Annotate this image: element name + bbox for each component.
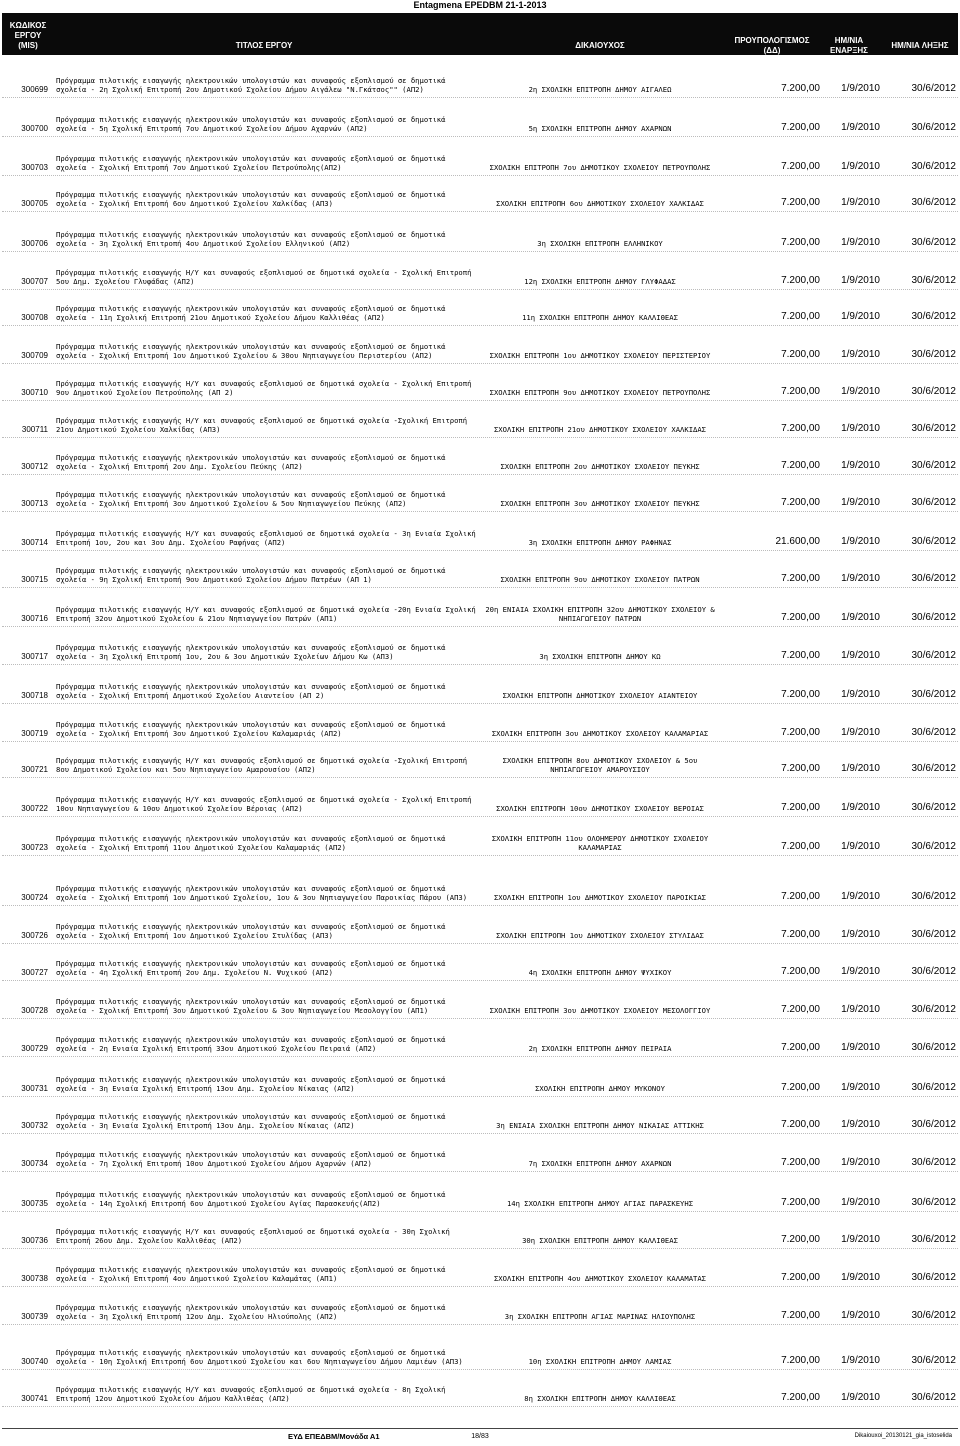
cell-start-date: 1/9/2010 (841, 1157, 880, 1168)
table-row (2, 1370, 958, 1407)
cell-title: Πρόγραμμα πιλοτικής εισαγωγής ηλεκτρονικών υπολογιστών και συναφούς εξοπλισμού σε δημοτικά σχολεία - 3η Σχολική Επιτροπή 1ου, 2ου & 3ου Δημοτικών Σχολείων Δήμου Κω (ΑΠ3) (56, 643, 446, 661)
table-row (2, 1134, 958, 1172)
cell-title: Πρόγραμμα πιλοτικής εισαγωγής ηλεκτρονικών υπολογιστών και συναφούς εξοπλισμού σε δημοτικά σχολεία - 9η Σχολική Επιτροπή 9ου Δημοτικού Σχολείου Δήμου Πατρέων (ΑΠ 1) (56, 566, 446, 584)
cell-beneficiary: 10η ΣΧΟΛΙΚΗ ΕΠΙΤΡΟΠΗ ΔΗΜΟΥ ΛΑΜΙΑΣ (528, 1357, 672, 1366)
cell-end-date: 30/6/2012 (911, 1119, 956, 1130)
table-row (2, 98, 958, 137)
column-header-budget: ΠΡΟΥΠΟΛΟΓΙΣΜΟΣ (ΔΔ) (734, 36, 810, 55)
cell-title: Πρόγραμμα πιλοτικής εισαγωγής Η/Υ και συναφούς εξοπλισμού σε δημοτικά σχολεία - 30η Σχολική Επιτροπή 26ου Δημ. Σχολείου Καλλιθέας (ΑΠ2) (56, 1227, 450, 1245)
cell-code: 300727 (21, 968, 48, 977)
cell-end-date: 30/6/2012 (911, 122, 956, 133)
cell-title: Πρόγραμμα πιλοτικής εισαγωγής ηλεκτρονικών υπολογιστών και συναφούς εξοπλισμού σε δημοτικά σχολεία - Σχολική Επιτροπή 1ου Δημοτικού Σχολείου Στυλίδας (ΑΠ3) (56, 922, 446, 940)
cell-start-date: 1/9/2010 (841, 727, 880, 738)
table-row (2, 252, 958, 290)
table-row (2, 1019, 958, 1057)
cell-title: Πρόγραμμα πιλοτικής εισαγωγής Η/Υ και συναφούς εξοπλισμού σε δημοτικά σχολεία - Σχολική Επιτροπή 5ου Δημ. Σχολείου Γλυφάδας (ΑΠ2) (56, 268, 472, 286)
cell-title: Πρόγραμμα πιλοτικής εισαγωγής ηλεκτρονικών υπολογιστών και συναφούς εξοπλισμού σε δημοτικά σχολεία - 5η Σχολική Επιτροπή 7ου Δημοτικού Σχολείου Δήμου Αχαρνών (ΑΠ2) (56, 115, 446, 133)
cell-code: 300700 (21, 124, 48, 133)
cell-title: Πρόγραμμα πιλοτικής εισαγωγής ηλεκτρονικών υπολογιστών και συναφούς εξοπλισμού σε δημοτικά σχολεία - Σχολική Επιτροπή 1ου Δημοτικού Σχολείου & 30ου Νηπιαγωγείου Περιστερίου (ΑΠ2) (56, 342, 446, 360)
table-row (2, 212, 958, 252)
cell-beneficiary: ΣΧΟΛΙΚΗ ΕΠΙΤΡΟΠΗ 2ου ΔΗΜΟΤΙΚΟΥ ΣΧΟΛΕΙΟΥ ΠΕΥΚΗΣ (500, 462, 700, 471)
cell-title: Πρόγραμμα πιλοτικής εισαγωγής ηλεκτρονικών υπολογιστών και συναφούς εξοπλισμού σε δημοτικά σχολεία - Σχολική Επιτροπή 4ου Δημοτικού Σχολείου Καλαμάτας (ΑΠ1) (56, 1265, 446, 1283)
cell-beneficiary: 2η ΣΧΟΛΙΚΗ ΕΠΙΤΡΟΠΗ ΔΗΜΟΥ ΠΕΙΡΑΙΑ (528, 1044, 672, 1053)
cell-code: 300723 (21, 843, 48, 852)
cell-title: Πρόγραμμα πιλοτικής εισαγωγής ηλεκτρονικών υπολογιστών και συναφούς εξοπλισμού σε δημοτικά σχολεία - 3η Σχολική Επιτροπή 12ου Δημ. Σχολείου Ηλιούπολης (ΑΠ2) (56, 1303, 446, 1321)
cell-code: 300729 (21, 1044, 48, 1053)
cell-budget: 21.600,00 (775, 536, 820, 547)
cell-end-date: 30/6/2012 (911, 891, 956, 902)
table-row (2, 588, 958, 627)
cell-end-date: 30/6/2012 (911, 1272, 956, 1283)
cell-start-date: 1/9/2010 (841, 1042, 880, 1053)
cell-beneficiary: ΣΧΟΛΙΚΗ ΕΠΙΤΡΟΠΗ ΔΗΜΟΤΙΚΟΥ ΣΧΟΛΕΙΟΥ ΑΙΑΝΤΕΙΟΥ (502, 691, 698, 700)
cell-end-date: 30/6/2012 (911, 1234, 956, 1245)
cell-start-date: 1/9/2010 (841, 536, 880, 547)
cell-title: Πρόγραμμα πιλοτικής εισαγωγής ηλεκτρονικών υπολογιστών και συναφούς εξοπλισμού σε δημοτικά σχολεία - Σχολική Επιτροπή 11ου Δημοτικού Σχολείου Καλαμαριάς (ΑΠ2) (56, 834, 446, 852)
cell-code: 300721 (21, 765, 48, 774)
cell-end-date: 30/6/2012 (911, 1157, 956, 1168)
cell-end-date: 30/6/2012 (911, 650, 956, 661)
cell-budget: 7.200,00 (781, 1272, 820, 1283)
cell-code: 300712 (21, 462, 48, 471)
cell-code: 300734 (21, 1159, 48, 1168)
table-row (2, 326, 958, 364)
cell-beneficiary: ΣΧΟΛΙΚΗ ΕΠΙΤΡΟΠΗ 1ου ΔΗΜΟΤΙΚΟΥ ΣΧΟΛΕΙΟΥ ΠΑΡΟΙΚΙΑΣ (493, 893, 707, 902)
cell-budget: 7.200,00 (781, 966, 820, 977)
cell-start-date: 1/9/2010 (841, 497, 880, 508)
cell-code: 300728 (21, 1006, 48, 1015)
cell-end-date: 30/6/2012 (911, 929, 956, 940)
table-row (2, 665, 958, 704)
cell-code: 300736 (21, 1236, 48, 1245)
table-row (2, 627, 958, 665)
cell-code: 300724 (21, 893, 48, 902)
cell-code: 300719 (21, 729, 48, 738)
cell-end-date: 30/6/2012 (911, 1310, 956, 1321)
cell-title: Πρόγραμμα πιλοτικής εισαγωγής ηλεκτρονικών υπολογιστών και συναφούς εξοπλισμού σε δημοτικά σχολεία - 14η Σχολική Επιτροπή 6ου Δημοτικού Σχολείου Αγίας Παρασκευής(ΑΠ2) (56, 1190, 446, 1208)
cell-code: 300716 (21, 614, 48, 623)
cell-code: 300732 (21, 1121, 48, 1130)
cell-code: 300717 (21, 652, 48, 661)
cell-budget: 7.200,00 (781, 423, 820, 434)
cell-budget: 7.200,00 (781, 1392, 820, 1403)
cell-budget: 7.200,00 (781, 841, 820, 852)
cell-budget: 7.200,00 (781, 612, 820, 623)
cell-title: Πρόγραμμα πιλοτικής εισαγωγής Η/Υ και συναφούς εξοπλισμού σε δημοτικά σχολεία - Σχολική Επιτροπή 9ου Δημοτικού Σχολείου Πετρούπολης (ΑΠ 2) (56, 379, 472, 397)
cell-beneficiary: 3η ΣΧΟΛΙΚΗ ΕΠΙΤΡΟΠΗ ΔΗΜΟΥ ΚΩ (539, 652, 661, 661)
cell-code: 300707 (21, 277, 48, 286)
cell-title: Πρόγραμμα πιλοτικής εισαγωγής ηλεκτρονικών υπολογιστών και συναφούς εξοπλισμού σε δημοτικά σχολεία - Σχολική Επιτροπή 7ου Δημοτικού Σχολείου Πετρούπολης(ΑΠ2) (56, 154, 446, 172)
table-row (2, 906, 958, 944)
column-header-code: ΚΩΔΙΚΟΣ ΕΡΓΟΥ (MIS) (9, 21, 47, 50)
document-title: Entagmena EPEDBM 21-1-2013 (413, 0, 547, 10)
table-row (2, 1287, 958, 1325)
cell-budget: 7.200,00 (781, 1234, 820, 1245)
cell-budget: 7.200,00 (781, 1119, 820, 1130)
cell-start-date: 1/9/2010 (841, 1234, 880, 1245)
cell-budget: 7.200,00 (781, 1197, 820, 1208)
cell-code: 300740 (21, 1357, 48, 1366)
cell-beneficiary: 8η ΣΧΟΛΙΚΗ ΕΠΙΤΡΟΠΗ ΔΗΜΟΥ ΚΑΛΛΙΘΕΑΣ (524, 1394, 676, 1403)
cell-code: 300708 (21, 313, 48, 322)
cell-beneficiary: ΣΧΟΛΙΚΗ ΕΠΙΤΡΟΠΗ 3ου ΔΗΜΟΤΙΚΟΥ ΣΧΟΛΕΙΟΥ ΚΑΛΑΜΑΡΙΑΣ (491, 729, 709, 738)
cell-beneficiary: ΣΧΟΛΙΚΗ ΕΠΙΤΡΟΠΗ 8ου ΔΗΜΟΤΙΚΟΥ ΣΧΟΛΕΙΟΥ & 5ου ΝΗΠΙΑΓΩΓΕΙΟΥ ΑΜΑΡΟΥΣΙΟΥ (502, 756, 698, 774)
cell-budget: 7.200,00 (781, 1042, 820, 1053)
table-row (2, 56, 958, 98)
cell-beneficiary: 30η ΣΧΟΛΙΚΗ ΕΠΙΤΡΟΠΗ ΔΗΜΟΥ ΚΑΛΛΙΘΕΑΣ (522, 1236, 678, 1245)
cell-start-date: 1/9/2010 (841, 460, 880, 471)
cell-end-date: 30/6/2012 (911, 460, 956, 471)
cell-start-date: 1/9/2010 (841, 966, 880, 977)
cell-beneficiary: 4η ΣΧΟΛΙΚΗ ΕΠΙΤΡΟΠΗ ΔΗΜΟΥ ΨΥΧΙΚΟΥ (528, 968, 672, 977)
cell-start-date: 1/9/2010 (841, 650, 880, 661)
footer-filename: Dikaiouxoi_20130121_gia_istoselida (854, 1433, 952, 1439)
cell-start-date: 1/9/2010 (841, 1392, 880, 1403)
cell-budget: 7.200,00 (781, 197, 820, 208)
cell-budget: 7.200,00 (781, 1157, 820, 1168)
cell-start-date: 1/9/2010 (841, 763, 880, 774)
cell-title: Πρόγραμμα πιλοτικής εισαγωγής ηλεκτρονικών υπολογιστών και συναφούς εξοπλισμού σε δημοτικά σχολεία - 3η Ενιαία Σχολική Επιτροπή 13ου Δημ. Σχολείου Νίκαιας (ΑΠ2) (56, 1075, 446, 1093)
cell-budget: 7.200,00 (781, 83, 820, 94)
cell-start-date: 1/9/2010 (841, 1119, 880, 1130)
cell-end-date: 30/6/2012 (911, 841, 956, 852)
cell-code: 300709 (21, 351, 48, 360)
cell-budget: 7.200,00 (781, 1310, 820, 1321)
cell-beneficiary: ΣΧΟΛΙΚΗ ΕΠΙΤΡΟΠΗ 6ου ΔΗΜΟΤΙΚΟΥ ΣΧΟΛΕΙΟΥ ΧΑΛΚΙΔΑΣ (496, 199, 704, 208)
column-header-beneficiary: ΔΙΚΑΙΟΥΧΟΣ (575, 41, 625, 50)
table-row (2, 817, 958, 856)
cell-beneficiary: 2η ΣΧΟΛΙΚΗ ΕΠΙΤΡΟΠΗ ΔΗΜΟΥ ΑΙΓΑΛΕΩ (528, 85, 672, 94)
cell-title: Πρόγραμμα πιλοτικής εισαγωγής ηλεκτρονικών υπολογιστών και συναφούς εξοπλισμού σε δημοτικά σχολεία - Σχολική Επιτροπή 3ου Δημοτικού Σχολείου & 3ου Νηπιαγωγείου Μεσολογγίου (ΑΠ1) (56, 997, 446, 1015)
cell-budget: 7.200,00 (781, 929, 820, 940)
cell-start-date: 1/9/2010 (841, 1197, 880, 1208)
cell-start-date: 1/9/2010 (841, 689, 880, 700)
cell-end-date: 30/6/2012 (911, 689, 956, 700)
cell-budget: 7.200,00 (781, 1082, 820, 1093)
cell-end-date: 30/6/2012 (911, 1355, 956, 1366)
cell-title: Πρόγραμμα πιλοτικής εισαγωγής ηλεκτρονικών υπολογιστών και συναφούς εξοπλισμού σε δημοτικά σχολεία - Σχολική Επιτροπή 3ου Δημοτικού Σχολείου & 5ου Νηπιαγωγείου Πεύκης (ΑΠ2) (56, 490, 446, 508)
cell-title: Πρόγραμμα πιλοτικής εισαγωγής ηλεκτρονικών υπολογιστών και συναφούς εξοπλισμού σε δημοτικά σχολεία - Σχολική Επιτροπή 2ου Δημ. Σχολείου Πεύκης (ΑΠ2) (56, 453, 446, 471)
cell-beneficiary: ΣΧΟΛΙΚΗ ΕΠΙΤΡΟΠΗ 9ου ΔΗΜΟΤΙΚΟΥ ΣΧΟΛΕΙΟΥ ΠΑΤΡΩΝ (500, 575, 700, 584)
table-row (2, 176, 958, 212)
cell-title: Πρόγραμμα πιλοτικής εισαγωγής ηλεκτρονικών υπολογιστών και συναφούς εξοπλισμού σε δημοτικά σχολεία - Σχολική Επιτροπή 1ου Δημοτικού Σχολείου, 1ου & 3ου Νηπιαγωγείου Παροικίας Πάρου (ΑΠ3) (56, 884, 468, 902)
cell-beneficiary: 14η ΣΧΟΛΙΚΗ ΕΠΙΤΡΟΠΗ ΔΗΜΟΥ ΑΓΙΑΣ ΠΑΡΑΣΚΕΥΗΣ (506, 1199, 694, 1208)
cell-title: Πρόγραμμα πιλοτικής εισαγωγής Η/Υ και συναφούς εξοπλισμού σε δημοτικά σχολεία -20η Ενιαία Σχολική Επιτροπή 32ου Δημοτικού Σχολείου & 21ου Νηπιαγωγείου Πατρών (ΑΠ1) (56, 605, 476, 623)
cell-budget: 7.200,00 (781, 573, 820, 584)
cell-code: 300738 (21, 1274, 48, 1283)
cell-budget: 7.200,00 (781, 275, 820, 286)
cell-end-date: 30/6/2012 (911, 1004, 956, 1015)
cell-code: 300703 (21, 163, 48, 172)
cell-title: Πρόγραμμα πιλοτικής εισαγωγής ηλεκτρονικών υπολογιστών και συναφούς εξοπλισμού σε δημοτικά σχολεία - 2η Σχολική Επιτροπή 2ου Δημοτικού Σχολείου Δήμου Αιγάλεω "Ν.Γκάτσος"" (ΑΠ2) (56, 76, 446, 94)
cell-code: 300735 (21, 1199, 48, 1208)
cell-code: 300715 (21, 575, 48, 584)
cell-beneficiary: 3η ΣΧΟΛΙΚΗ ΕΠΙΤΡΟΠΗ ΑΓΙΑΣ ΜΑΡΙΝΑΣ ΗΛΙΟΥΠΟΛΗΣ (504, 1312, 696, 1321)
cell-end-date: 30/6/2012 (911, 161, 956, 172)
table-row (2, 778, 958, 817)
cell-budget: 7.200,00 (781, 460, 820, 471)
cell-beneficiary: 5η ΣΧΟΛΙΚΗ ΕΠΙΤΡΟΠΗ ΔΗΜΟΥ ΑΧΑΡΝΩΝ (528, 124, 672, 133)
cell-title: Πρόγραμμα πιλοτικής εισαγωγής ηλεκτρονικών υπολογιστών και συναφούς εξοπλισμού σε δημοτικά σχολεία - Σχολική Επιτροπή 6ου Δημοτικού Σχολείου Χαλκίδας (ΑΠ3) (56, 190, 446, 208)
cell-beneficiary: 12η ΣΧΟΛΙΚΗ ΕΠΙΤΡΟΠΗ ΔΗΜΟΥ ΓΛΥΦΑΔΑΣ (524, 277, 676, 286)
column-header-end-date: ΗΜ/ΝΙΑ ΛΗΞΗΣ (891, 41, 949, 50)
cell-end-date: 30/6/2012 (911, 966, 956, 977)
cell-beneficiary: 3η ΣΧΟΛΙΚΗ ΕΠΙΤΡΟΠΗ ΔΗΜΟΥ ΡΑΦΗΝΑΣ (528, 538, 672, 547)
cell-budget: 7.200,00 (781, 1004, 820, 1015)
cell-beneficiary: ΣΧΟΛΙΚΗ ΕΠΙΤΡΟΠΗ 7ου ΔΗΜΟΤΙΚΟΥ ΣΧΟΛΕΙΟΥ ΠΕΤΡΟΥΠΟΛΗΣ (489, 163, 711, 172)
table-row (2, 438, 958, 475)
cell-budget: 7.200,00 (781, 386, 820, 397)
cell-budget: 7.200,00 (781, 763, 820, 774)
cell-end-date: 30/6/2012 (911, 197, 956, 208)
table-row (2, 364, 958, 401)
cell-budget: 7.200,00 (781, 802, 820, 813)
cell-start-date: 1/9/2010 (841, 83, 880, 94)
cell-end-date: 30/6/2012 (911, 1082, 956, 1093)
cell-end-date: 30/6/2012 (911, 727, 956, 738)
cell-title: Πρόγραμμα πιλοτικής εισαγωγής Η/Υ και συναφούς εξοπλισμού σε δημοτικά σχολεία -Σχολική Επιτροπή 8ου Δημοτικού Σχολείου και 5ου Νηπιαγωγείου Αμαρουσίου (ΑΠ2) (56, 756, 468, 774)
cell-code: 300705 (21, 199, 48, 208)
table-row (2, 742, 958, 778)
cell-end-date: 30/6/2012 (911, 1197, 956, 1208)
table-row (2, 944, 958, 981)
table-body (2, 56, 958, 1407)
cell-beneficiary: ΣΧΟΛΙΚΗ ΕΠΙΤΡΟΠΗ 21ου ΔΗΜΟΤΙΚΟΥ ΣΧΟΛΕΙΟΥ ΧΑΛΚΙΔΑΣ (493, 425, 707, 434)
cell-beneficiary: 3η ΣΧΟΛΙΚΗ ΕΠΙΤΡΟΠΗ ΕΛΛΗΝΙΚΟΥ (537, 239, 663, 248)
cell-code: 300714 (21, 538, 48, 547)
cell-start-date: 1/9/2010 (841, 161, 880, 172)
table-row (2, 1325, 958, 1370)
cell-start-date: 1/9/2010 (841, 1355, 880, 1366)
cell-budget: 7.200,00 (781, 161, 820, 172)
cell-start-date: 1/9/2010 (841, 1272, 880, 1283)
cell-beneficiary: ΣΧΟΛΙΚΗ ΕΠΙΤΡΟΠΗ 1ου ΔΗΜΟΤΙΚΟΥ ΣΧΟΛΕΙΟΥ ΠΕΡΙΣΤΕΡΙΟΥ (489, 351, 711, 360)
cell-end-date: 30/6/2012 (911, 497, 956, 508)
cell-code: 300726 (21, 931, 48, 940)
cell-budget: 7.200,00 (781, 727, 820, 738)
cell-start-date: 1/9/2010 (841, 122, 880, 133)
cell-beneficiary: ΣΧΟΛΙΚΗ ΕΠΙΤΡΟΠΗ ΔΗΜΟΥ ΜΥΚΟΝΟΥ (535, 1084, 665, 1093)
cell-start-date: 1/9/2010 (841, 841, 880, 852)
cell-title: Πρόγραμμα πιλοτικής εισαγωγής ηλεκτρονικών υπολογιστών και συναφούς εξοπλισμού σε δημοτικά σχολεία - 4η Σχολική Επιτροπή 2ου Δημ. Σχολείου Ν. Ψυχικού (ΑΠ2) (56, 959, 446, 977)
table-row (2, 1212, 958, 1249)
cell-start-date: 1/9/2010 (841, 1082, 880, 1093)
cell-budget: 7.200,00 (781, 311, 820, 322)
cell-title: Πρόγραμμα πιλοτικής εισαγωγής Η/Υ και συναφούς εξοπλισμού σε δημοτικά σχολεία - 8η Σχολική Επιτροπή 12ου Δημοτικού Σχολείου Δήμου Καλλιθέας (ΑΠ2) (56, 1385, 446, 1403)
cell-end-date: 30/6/2012 (911, 423, 956, 434)
cell-code: 300711 (21, 425, 48, 434)
cell-beneficiary: ΣΧΟΛΙΚΗ ΕΠΙΤΡΟΠΗ 3ου ΔΗΜΟΤΙΚΟΥ ΣΧΟΛΕΙΟΥ ΜΕΣΟΛΟΓΓΙΟΥ (489, 1006, 711, 1015)
cell-start-date: 1/9/2010 (841, 311, 880, 322)
cell-budget: 7.200,00 (781, 497, 820, 508)
cell-title: Πρόγραμμα πιλοτικής εισαγωγής ηλεκτρονικών υπολογιστών και συναφούς εξοπλισμού σε δημοτικά σχολεία - Σχολική Επιτροπή 3ου Δημοτικού Σχολείου Καλαμαριάς (ΑΠ2) (56, 720, 446, 738)
cell-title: Πρόγραμμα πιλοτικής εισαγωγής ηλεκτρονικών υπολογιστών και συναφούς εξοπλισμού σε δημοτικά σχολεία - 7η Σχολική Επιτροπή 10ου Δημοτικού Σχολείου Δήμου Αχαρνών (ΑΠ2) (56, 1150, 446, 1168)
cell-end-date: 30/6/2012 (911, 349, 956, 360)
table-row (2, 704, 958, 742)
table-row (2, 290, 958, 326)
cell-code: 300713 (21, 499, 48, 508)
cell-start-date: 1/9/2010 (841, 386, 880, 397)
table-row (2, 1097, 958, 1134)
cell-title: Πρόγραμμα πιλοτικής εισαγωγής ηλεκτρονικών υπολογιστών και συναφούς εξοπλισμού σε δημοτικά σχολεία - 3η Σχολική Επιτροπή 4ου Δημοτικού Σχολείου Ελληνικού (ΑΠ2) (56, 230, 446, 248)
cell-start-date: 1/9/2010 (841, 802, 880, 813)
cell-title: Πρόγραμμα πιλοτικής εισαγωγής ηλεκτρονικών υπολογιστών και συναφούς εξοπλισμού σε δημοτικά σχολεία - 3η Ενιαία Σχολική Επιτροπή 13ου Δημ. Σχολείου Νίκαιας (ΑΠ2) (56, 1112, 446, 1130)
cell-budget: 7.200,00 (781, 689, 820, 700)
column-header-title: ΤΙΤΛΟΣ ΕΡΓΟΥ (235, 41, 293, 50)
table-row (2, 512, 958, 551)
cell-code: 300731 (21, 1084, 48, 1093)
table-row (2, 401, 958, 438)
table-row (2, 1057, 958, 1097)
cell-start-date: 1/9/2010 (841, 891, 880, 902)
cell-budget: 7.200,00 (781, 650, 820, 661)
cell-end-date: 30/6/2012 (911, 573, 956, 584)
cell-start-date: 1/9/2010 (841, 197, 880, 208)
cell-start-date: 1/9/2010 (841, 1004, 880, 1015)
cell-budget: 7.200,00 (781, 349, 820, 360)
cell-end-date: 30/6/2012 (911, 612, 956, 623)
cell-code: 300706 (21, 239, 48, 248)
cell-title: Πρόγραμμα πιλοτικής εισαγωγής ηλεκτρονικών υπολογιστών και συναφούς εξοπλισμού σε δημοτικά σχολεία - 10η Σχολική Επιτροπή 6ου Δημοτικού Σχολείου και 6ου Νηπιαγωγείου Δήμου Λαμιέων (ΑΠ3) (56, 1348, 463, 1366)
cell-end-date: 30/6/2012 (911, 83, 956, 94)
cell-code: 300722 (21, 804, 48, 813)
table-row (2, 1172, 958, 1212)
cell-end-date: 30/6/2012 (911, 386, 956, 397)
cell-beneficiary: 7η ΣΧΟΛΙΚΗ ΕΠΙΤΡΟΠΗ ΔΗΜΟΥ ΑΧΑΡΝΩΝ (528, 1159, 672, 1168)
cell-title: Πρόγραμμα πιλοτικής εισαγωγής ηλεκτρονικών υπολογιστών και συναφούς εξοπλισμού σε δημοτικά σχολεία - 11η Σχολική Επιτροπή 21ου Δημοτικού Σχολείου Δήμου Καλλιθέας (ΑΠ2) (56, 304, 446, 322)
footer-rule (2, 1428, 958, 1429)
table-row (2, 856, 958, 906)
cell-end-date: 30/6/2012 (911, 275, 956, 286)
cell-budget: 7.200,00 (781, 891, 820, 902)
cell-title: Πρόγραμμα πιλοτικής εισαγωγής Η/Υ και συναφούς εξοπλισμού σε δημοτικά σχολεία -Σχολική Επιτροπή 21ου Δημοτικού Σχολείου Χαλκίδας (ΑΠ3) (56, 416, 468, 434)
cell-beneficiary: ΣΧΟΛΙΚΗ ΕΠΙΤΡΟΠΗ 1ου ΔΗΜΟΤΙΚΟΥ ΣΧΟΛΕΙΟΥ ΣΤΥΛΙΔΑΣ (496, 931, 704, 940)
cell-start-date: 1/9/2010 (841, 423, 880, 434)
table-row (2, 981, 958, 1019)
cell-start-date: 1/9/2010 (841, 573, 880, 584)
page-number: 18/83 (471, 1433, 489, 1440)
cell-start-date: 1/9/2010 (841, 349, 880, 360)
cell-code: 300741 (21, 1394, 48, 1403)
cell-code: 300718 (21, 691, 48, 700)
table-row (2, 1249, 958, 1287)
cell-beneficiary: ΣΧΟΛΙΚΗ ΕΠΙΤΡΟΠΗ 10ου ΔΗΜΟΤΙΚΟΥ ΣΧΟΛΕΙΟΥ ΒΕΡΟΙΑΣ (496, 804, 704, 813)
cell-beneficiary: ΣΧΟΛΙΚΗ ΕΠΙΤΡΟΠΗ 9ου ΔΗΜΟΤΙΚΟΥ ΣΧΟΛΕΙΟΥ ΠΕΤΡΟΥΠΟΛΗΣ (489, 388, 711, 397)
cell-title: Πρόγραμμα πιλοτικής εισαγωγής Η/Υ και συναφούς εξοπλισμού σε δημοτικά σχολεία - Σχολική Επιτροπή 10ου Νηπιαγωγείου & 10ου Δημοτικού Σχολείου Βέροιας (ΑΠ2) (56, 795, 472, 813)
column-header-start-date: ΗΜ/ΝΙΑ ΕΝΑΡΞΗΣ (830, 36, 868, 55)
cell-start-date: 1/9/2010 (841, 275, 880, 286)
footer-unit: ΕΥΔ ΕΠΕΔΒΜ/Μονάδα Α1 (288, 1432, 380, 1441)
cell-code: 300739 (21, 1312, 48, 1321)
cell-budget: 7.200,00 (781, 237, 820, 248)
cell-start-date: 1/9/2010 (841, 612, 880, 623)
cell-end-date: 30/6/2012 (911, 1042, 956, 1053)
cell-start-date: 1/9/2010 (841, 237, 880, 248)
cell-beneficiary: ΣΧΟΛΙΚΗ ΕΠΙΤΡΟΠΗ 4ου ΔΗΜΟΤΙΚΟΥ ΣΧΟΛΕΙΟΥ ΚΑΛΑΜΑΤΑΣ (493, 1274, 707, 1283)
cell-budget: 7.200,00 (781, 122, 820, 133)
cell-start-date: 1/9/2010 (841, 929, 880, 940)
cell-title: Πρόγραμμα πιλοτικής εισαγωγής ηλεκτρονικών υπολογιστών και συναφούς εξοπλισμού σε δημοτικά σχολεία - 2η Ενιαία Σχολική Επιτροπή 33ου Δημοτικού Σχολείου Πειραιά (ΑΠ2) (56, 1035, 446, 1053)
cell-code: 300710 (21, 388, 48, 397)
cell-end-date: 30/6/2012 (911, 311, 956, 322)
table-header (2, 13, 958, 55)
cell-beneficiary: ΣΧΟΛΙΚΗ ΕΠΙΤΡΟΠΗ 11ου ΟΛΟΗΜΕΡΟΥ ΔΗΜΟΤΙΚΟΥ ΣΧΟΛΕΙΟΥ ΚΑΛΑΜΑΡΙΑΣ (491, 834, 709, 852)
cell-end-date: 30/6/2012 (911, 763, 956, 774)
cell-beneficiary: ΣΧΟΛΙΚΗ ΕΠΙΤΡΟΠΗ 3ου ΔΗΜΟΤΙΚΟΥ ΣΧΟΛΕΙΟΥ ΠΕΥΚΗΣ (500, 499, 700, 508)
cell-title: Πρόγραμμα πιλοτικής εισαγωγής Η/Υ και συναφούς εξοπλισμού σε δημοτικά σχολεία - 3η Ενιαία Σχολική Επιτροπή 1ου, 2ου και 3ου Δημ. Σχολείου Ραφήνας (ΑΠ2) (56, 529, 476, 547)
table-row (2, 551, 958, 588)
cell-beneficiary: 20η ΕΝΙΑΙΑ ΣΧΟΛΙΚΗ ΕΠΙΤΡΟΠΗ 32ου ΔΗΜΟΤΙΚΟΥ ΣΧΟΛΕΙΟΥ & ΝΗΠΙΑΓΩΓΕΙΟΥ ΠΑΤΡΩΝ (485, 605, 715, 623)
cell-beneficiary: 3η ΕΝΙΑΙΑ ΣΧΟΛΙΚΗ ΕΠΙΤΡΟΠΗ ΔΗΜΟΥ ΝΙΚΑΙΑΣ ΑΤΤΙΚΗΣ (496, 1121, 704, 1130)
cell-budget: 7.200,00 (781, 1355, 820, 1366)
cell-end-date: 30/6/2012 (911, 237, 956, 248)
cell-end-date: 30/6/2012 (911, 536, 956, 547)
table-row (2, 137, 958, 176)
cell-end-date: 30/6/2012 (911, 1392, 956, 1403)
cell-beneficiary: 11η ΣΧΟΛΙΚΗ ΕΠΙΤΡΟΠΗ ΔΗΜΟΥ ΚΑΛΛΙΘΕΑΣ (522, 313, 678, 322)
cell-code: 300699 (21, 85, 48, 94)
cell-start-date: 1/9/2010 (841, 1310, 880, 1321)
cell-title: Πρόγραμμα πιλοτικής εισαγωγής ηλεκτρονικών υπολογιστών και συναφούς εξοπλισμού σε δημοτικά σχολεία - Σχολική Επιτροπή Δημοτικού Σχολείου Αιαντείου (ΑΠ 2) (56, 682, 446, 700)
table-row (2, 475, 958, 512)
cell-end-date: 30/6/2012 (911, 802, 956, 813)
